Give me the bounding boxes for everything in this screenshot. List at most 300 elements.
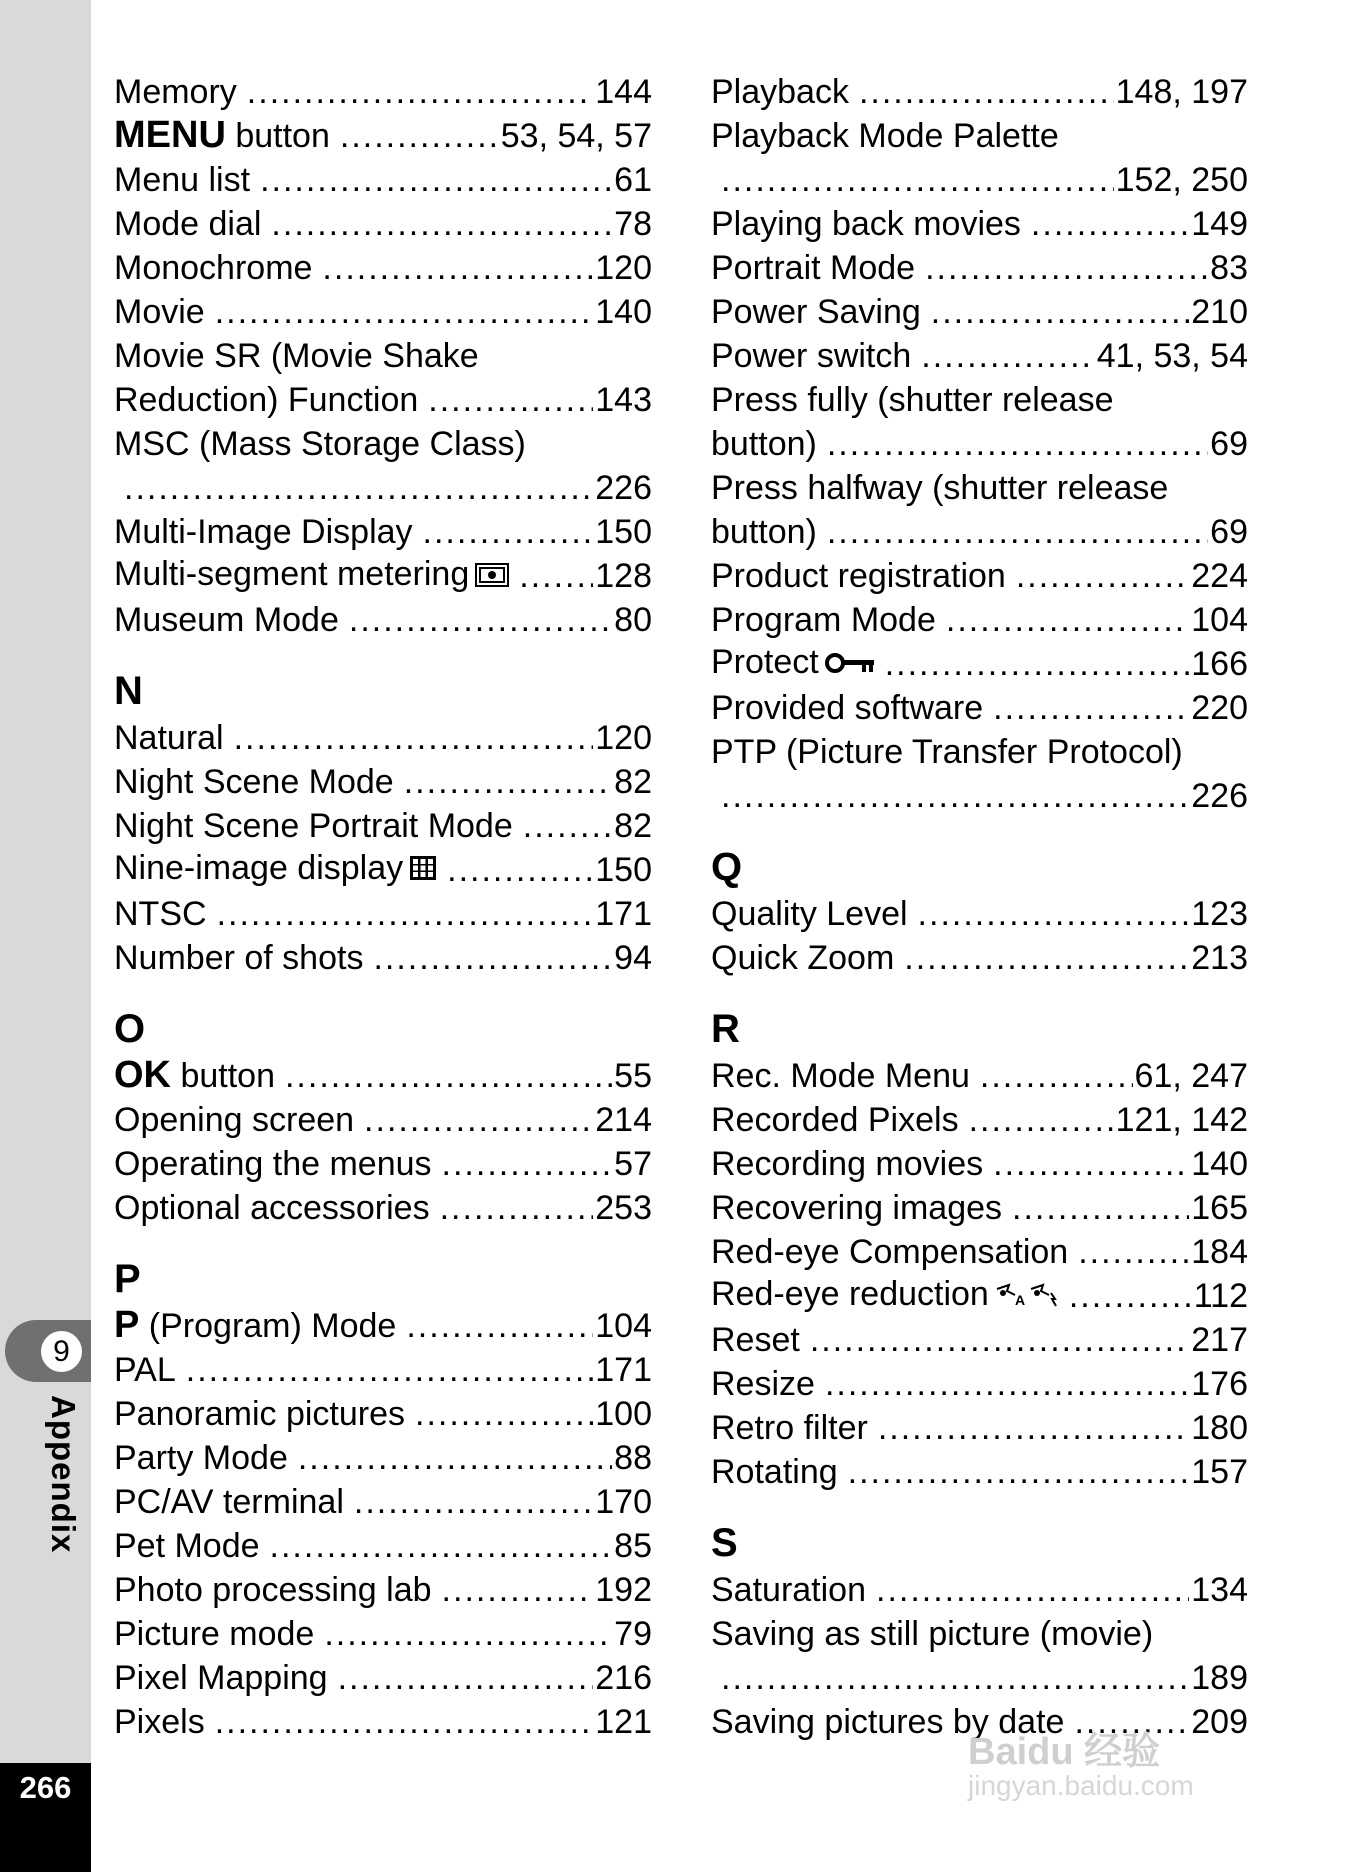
dot-leader <box>878 1406 1189 1450</box>
entry-term <box>114 290 215 334</box>
index-entry-line <box>114 334 652 378</box>
entry-text: Saving pictures by date <box>711 1703 1065 1741</box>
page-reference: 143 <box>595 381 652 419</box>
page-reference: 217 <box>1191 1321 1248 1359</box>
entry-term <box>114 716 234 760</box>
dot-leader <box>921 334 1094 378</box>
page-reference: 85 <box>614 1527 652 1565</box>
chapter-number: 9 <box>41 1331 82 1372</box>
entry-text: Mode dial <box>114 205 262 243</box>
section-heading-o: O <box>114 1007 146 1051</box>
entry-text: Optional accessories <box>114 1189 430 1227</box>
dot-leader <box>859 70 1114 114</box>
entry-text: Night Scene Mode <box>114 763 394 801</box>
entry-term <box>114 378 428 422</box>
entry-text: Pet Mode <box>114 1527 260 1565</box>
dot-leader <box>904 936 1189 980</box>
index-entry <box>711 598 1248 642</box>
page-reference: 214 <box>595 1101 652 1139</box>
index-entry <box>114 848 652 892</box>
entry-text: Pixel Mapping <box>114 1659 328 1697</box>
entry-term <box>114 1612 324 1656</box>
page-reference: 94 <box>614 939 652 977</box>
entry-term <box>711 1054 980 1098</box>
dot-leader <box>234 716 594 760</box>
index-entry-line <box>711 114 1248 158</box>
entry-term <box>114 158 260 202</box>
entry-term <box>114 1524 270 1568</box>
page-reference: 209 <box>1191 1703 1248 1741</box>
dot-leader <box>406 1304 593 1348</box>
entry-term <box>711 422 827 466</box>
index-entry <box>114 892 652 936</box>
dot-leader <box>993 1142 1189 1186</box>
chapter-label: Appendix <box>45 1395 82 1554</box>
index-entry <box>711 1362 1248 1406</box>
entry-term <box>114 246 322 290</box>
entry-term <box>711 1098 969 1142</box>
entry-text: MSC (Mass Storage Class) <box>114 425 526 463</box>
entry-text: Product registration <box>711 557 1006 595</box>
entry-term <box>114 1303 406 1348</box>
entry-text: Museum Mode <box>114 601 339 639</box>
entry-text: Saving as still picture (movie) <box>711 1615 1154 1653</box>
dot-leader <box>721 158 1114 202</box>
entry-text: Party Mode <box>114 1439 288 1477</box>
page-reference: 121 <box>595 1703 652 1741</box>
index-entry <box>114 202 652 246</box>
index-entry <box>711 1054 1248 1098</box>
page-reference: 123 <box>1191 895 1248 933</box>
dot-leader <box>440 1186 594 1230</box>
nine-image-display-icon <box>409 848 437 892</box>
entry-term <box>711 70 859 114</box>
entry-text: (Program) Mode <box>139 1307 397 1345</box>
entry-text: PAL <box>114 1351 176 1389</box>
index-entry <box>711 1656 1248 1700</box>
entry-term <box>114 1186 440 1230</box>
index-entry <box>711 1406 1248 1450</box>
dot-leader <box>364 1098 593 1142</box>
entry-text: Movie <box>114 293 205 331</box>
index-entry <box>711 892 1248 936</box>
index-entry <box>114 716 652 760</box>
dot-leader <box>827 422 1208 466</box>
entry-term <box>711 334 921 378</box>
dot-leader <box>442 1568 594 1612</box>
page-reference: 104 <box>595 1307 652 1345</box>
page-reference: 171 <box>595 1351 652 1389</box>
entry-text: Playing back movies <box>711 205 1021 243</box>
index-entry <box>114 510 652 554</box>
index-entry <box>114 804 652 848</box>
page-reference: 120 <box>595 249 652 287</box>
page-reference: 152, 250 <box>1115 161 1248 199</box>
page-reference: 41, 53, 54 <box>1096 337 1248 375</box>
dot-leader <box>354 1480 593 1524</box>
page-reference: 213 <box>1191 939 1248 977</box>
page-reference: 78 <box>614 205 652 243</box>
entry-text: Photo processing lab <box>114 1571 432 1609</box>
entry-term <box>114 334 662 378</box>
index-entry <box>711 290 1248 334</box>
dot-leader <box>442 1142 613 1186</box>
page-reference: 55 <box>614 1057 652 1095</box>
entry-term <box>114 552 519 598</box>
entry-text: Power switch <box>711 337 912 375</box>
page-reference: 69 <box>1210 513 1248 551</box>
entry-term <box>114 1142 442 1186</box>
page-reference: 100 <box>595 1395 652 1433</box>
section-heading-n: N <box>114 669 143 713</box>
entry-text: Movie SR (Movie Shake <box>114 337 479 375</box>
entry-text: Red-eye Compensation <box>711 1233 1069 1271</box>
index-entry <box>711 246 1248 290</box>
index-entry <box>114 936 652 980</box>
entry-term <box>114 1480 354 1524</box>
page-reference: 226 <box>1191 777 1248 815</box>
entry-text: Provided software <box>711 689 984 727</box>
entry-text: Press fully (shutter release <box>711 381 1114 419</box>
index-entry <box>711 1142 1248 1186</box>
entry-term <box>114 202 271 246</box>
index-entry <box>711 510 1248 554</box>
entry-text: PTP (Picture Transfer Protocol) <box>711 733 1183 771</box>
dot-leader <box>124 466 593 510</box>
entry-term <box>711 598 946 642</box>
entry-text: Rec. Mode Menu <box>711 1057 970 1095</box>
index-entry <box>711 1318 1248 1362</box>
index-entry <box>114 1700 652 1744</box>
page-reference: 104 <box>1191 601 1248 639</box>
svg-text:A: A <box>1014 1292 1025 1307</box>
index-entry <box>114 158 652 202</box>
entry-term <box>711 1186 1012 1230</box>
entry-term <box>711 936 904 980</box>
page-reference: 150 <box>595 851 652 889</box>
entry-text: Menu list <box>114 161 251 199</box>
index-entry <box>114 378 652 422</box>
page-reference: 148, 197 <box>1115 73 1248 111</box>
entry-term <box>114 113 340 158</box>
entry-term <box>711 114 1258 158</box>
page-reference: 134 <box>1191 1571 1248 1609</box>
entry-term <box>711 1406 878 1450</box>
entry-text: Pixels <box>114 1703 205 1741</box>
page-reference: 184 <box>1191 1233 1248 1271</box>
entry-term <box>114 760 404 804</box>
index-entry <box>711 70 1248 114</box>
index-entry <box>114 246 652 290</box>
entry-term <box>114 1700 215 1744</box>
entry-term <box>711 640 885 686</box>
entry-text: button) <box>711 425 817 463</box>
index-entry <box>711 936 1248 980</box>
index-entry <box>114 1142 652 1186</box>
page-reference: 220 <box>1191 689 1248 727</box>
entry-term <box>711 246 925 290</box>
entry-text: Multi-segment metering <box>114 554 470 593</box>
page-reference: 216 <box>595 1659 652 1697</box>
entry-term <box>711 1568 876 1612</box>
entry-text: Portrait Mode <box>711 249 916 287</box>
entry-text: Quick Zoom <box>711 939 895 977</box>
page-reference: 192 <box>595 1571 652 1609</box>
entry-term <box>711 892 918 936</box>
dot-leader <box>1012 1186 1189 1230</box>
entry-text: button) <box>711 513 817 551</box>
dot-leader <box>993 686 1189 730</box>
dot-leader <box>946 598 1189 642</box>
entry-text: Program Mode <box>711 601 936 639</box>
index-entry <box>114 760 652 804</box>
entry-term <box>711 510 827 554</box>
index-entry <box>711 422 1248 466</box>
index-entry <box>114 70 652 114</box>
index-entry <box>114 1392 652 1436</box>
entry-text: Playback Mode Palette <box>711 117 1059 155</box>
page-reference: 180 <box>1191 1409 1248 1447</box>
page-reference: 166 <box>1191 645 1248 683</box>
dot-leader <box>876 1568 1189 1612</box>
page-reference: 80 <box>614 601 652 639</box>
page-reference: 53, 54, 57 <box>500 117 652 155</box>
button-glyph: P <box>114 1304 140 1346</box>
dot-leader <box>247 70 593 114</box>
index-entry <box>114 1524 652 1568</box>
entry-text: Reduction) Function <box>114 381 419 419</box>
entry-term <box>114 804 523 848</box>
entry-text: Protect <box>711 642 819 681</box>
entry-text: button <box>225 117 330 155</box>
dot-leader <box>848 1450 1190 1494</box>
dot-leader <box>322 246 593 290</box>
entry-text: Number of shots <box>114 939 364 977</box>
entry-text: Night Scene Portrait Mode <box>114 807 513 845</box>
entry-term <box>114 892 217 936</box>
entry-term <box>711 1612 1258 1656</box>
index-entry <box>114 1348 652 1392</box>
page-reference: 226 <box>595 469 652 507</box>
entry-term <box>711 378 1258 422</box>
page-reference: 157 <box>1191 1453 1248 1491</box>
page-reference: 128 <box>595 557 652 595</box>
entry-text: Quality Level <box>711 895 908 933</box>
dot-leader <box>885 642 1190 686</box>
index-entry-line <box>711 378 1248 422</box>
index-entry <box>711 686 1248 730</box>
page-reference: 88 <box>614 1439 652 1477</box>
page-reference: 170 <box>595 1483 652 1521</box>
page-reference: 210 <box>1191 293 1248 331</box>
index-entry-line <box>711 466 1248 510</box>
button-glyph: OK <box>114 1054 171 1096</box>
dot-leader <box>270 1524 613 1568</box>
entry-text: Reset <box>711 1321 800 1359</box>
index-entry <box>711 1230 1248 1274</box>
entry-text: Recording movies <box>711 1145 984 1183</box>
index-entry <box>711 334 1248 378</box>
watermark-url: jingyan.baidu.com <box>968 1770 1194 1801</box>
entry-term <box>711 202 1031 246</box>
index-entry <box>711 1568 1248 1612</box>
index-entry <box>114 1436 652 1480</box>
dot-leader <box>1069 1274 1192 1318</box>
entry-term <box>114 1568 442 1612</box>
dot-leader <box>324 1612 612 1656</box>
page-reference: 112 <box>1193 1277 1248 1315</box>
dot-leader <box>810 1318 1189 1362</box>
entry-term <box>114 422 662 466</box>
page-number: 266 <box>19 1770 72 1805</box>
index-entry <box>711 554 1248 598</box>
page-reference: 144 <box>595 73 652 111</box>
entry-term <box>114 598 349 642</box>
dot-leader <box>519 554 593 598</box>
index-entry-line <box>711 730 1248 774</box>
sidebar <box>0 0 91 1872</box>
entry-text: Playback <box>711 73 849 111</box>
entry-term <box>114 70 247 114</box>
entry-text: Multi-Image Display <box>114 513 413 551</box>
page-reference: 57 <box>614 1145 652 1183</box>
entry-text: Retro filter <box>711 1409 868 1447</box>
entry-term <box>114 1098 364 1142</box>
dot-leader <box>215 1700 594 1744</box>
dot-leader <box>423 510 594 554</box>
entry-term <box>114 1436 298 1480</box>
entry-term <box>114 1348 186 1392</box>
index-entry <box>711 1098 1248 1142</box>
section-heading-p: P <box>114 1257 141 1301</box>
index-entry <box>114 466 652 510</box>
entry-text: Saturation <box>711 1571 866 1609</box>
dot-leader <box>980 1054 1133 1098</box>
page-reference: 61 <box>614 161 652 199</box>
page-reference: 82 <box>614 807 652 845</box>
button-glyph: MENU <box>114 114 226 156</box>
entry-term <box>711 1450 848 1494</box>
entry-term <box>114 846 447 892</box>
index-entry <box>114 1612 652 1656</box>
page-reference: 189 <box>1191 1659 1248 1697</box>
index-entry <box>114 290 652 334</box>
dot-leader <box>428 378 593 422</box>
entry-term <box>711 466 1258 510</box>
dot-leader <box>825 1362 1189 1406</box>
page-reference: 121, 142 <box>1115 1101 1248 1139</box>
dot-leader <box>215 290 594 334</box>
entry-text: Recovering images <box>711 1189 1003 1227</box>
dot-leader <box>447 848 593 892</box>
entry-text: NTSC <box>114 895 207 933</box>
index-entry <box>114 1304 652 1348</box>
dot-leader <box>1078 1230 1189 1274</box>
index-entry <box>711 1186 1248 1230</box>
dot-leader <box>217 892 594 936</box>
dot-leader <box>349 598 612 642</box>
entry-term <box>711 290 931 334</box>
dot-leader <box>298 1436 612 1480</box>
dot-leader <box>260 158 612 202</box>
index-column-right <box>711 70 1248 1744</box>
index-entry <box>114 1568 652 1612</box>
entry-term <box>711 1318 810 1362</box>
entry-text: Press halfway (shutter release <box>711 469 1169 507</box>
page-reference: 69 <box>1210 425 1248 463</box>
index-column-left <box>114 70 652 1744</box>
multi-segment-metering-icon <box>475 554 509 598</box>
index-entry <box>114 554 652 598</box>
page-reference: 140 <box>1191 1145 1248 1183</box>
index-entry <box>114 1656 652 1700</box>
red-eye-icon <box>995 1274 1059 1318</box>
dot-leader <box>925 246 1208 290</box>
dot-leader <box>1016 554 1189 598</box>
dot-leader <box>523 804 612 848</box>
entry-term <box>114 1392 415 1436</box>
dot-leader <box>338 1656 594 1700</box>
section-heading-r: R <box>711 1007 740 1051</box>
entry-term <box>114 1656 338 1700</box>
index-entry <box>711 642 1248 686</box>
dot-leader <box>285 1054 612 1098</box>
index-entry <box>711 202 1248 246</box>
entry-term <box>711 1272 1069 1318</box>
index-entry <box>114 114 652 158</box>
entry-term <box>114 510 423 554</box>
entry-text: Resize <box>711 1365 815 1403</box>
entry-text: Panoramic pictures <box>114 1395 406 1433</box>
page-reference: 82 <box>614 763 652 801</box>
entry-text: Rotating <box>711 1453 838 1491</box>
entry-term <box>711 1142 993 1186</box>
entry-text: Memory <box>114 73 237 111</box>
dot-leader <box>340 114 499 158</box>
dot-leader <box>373 936 612 980</box>
page-reference: 140 <box>595 293 652 331</box>
dot-leader <box>931 290 1189 334</box>
index-entry <box>114 1098 652 1142</box>
index-entry <box>114 1054 652 1098</box>
page-reference: 120 <box>595 719 652 757</box>
entry-term <box>711 730 1258 774</box>
page-reference: 253 <box>595 1189 652 1227</box>
index-entry <box>114 598 652 642</box>
index-entry <box>711 158 1248 202</box>
section-heading-s: S <box>711 1521 738 1565</box>
dot-leader <box>404 760 612 804</box>
section-heading-q: Q <box>711 845 743 889</box>
entry-term <box>711 1230 1078 1274</box>
page-reference: 61, 247 <box>1134 1057 1248 1095</box>
index-entry <box>114 1480 652 1524</box>
entry-term <box>114 936 373 980</box>
entry-text: Power Saving <box>711 293 921 331</box>
dot-leader <box>271 202 612 246</box>
entry-text: Opening screen <box>114 1101 355 1139</box>
protect-key-icon <box>825 642 875 686</box>
entry-text: Natural <box>114 719 224 757</box>
entry-text: button <box>171 1057 275 1095</box>
watermark: Baidu 经验 <box>968 1731 1161 1773</box>
page-reference: 224 <box>1191 557 1248 595</box>
page-reference: 171 <box>595 895 652 933</box>
entry-term <box>711 1362 825 1406</box>
entry-text: PC/AV terminal <box>114 1483 344 1521</box>
entry-text: Red-eye reduction <box>711 1274 989 1313</box>
dot-leader <box>918 892 1190 936</box>
